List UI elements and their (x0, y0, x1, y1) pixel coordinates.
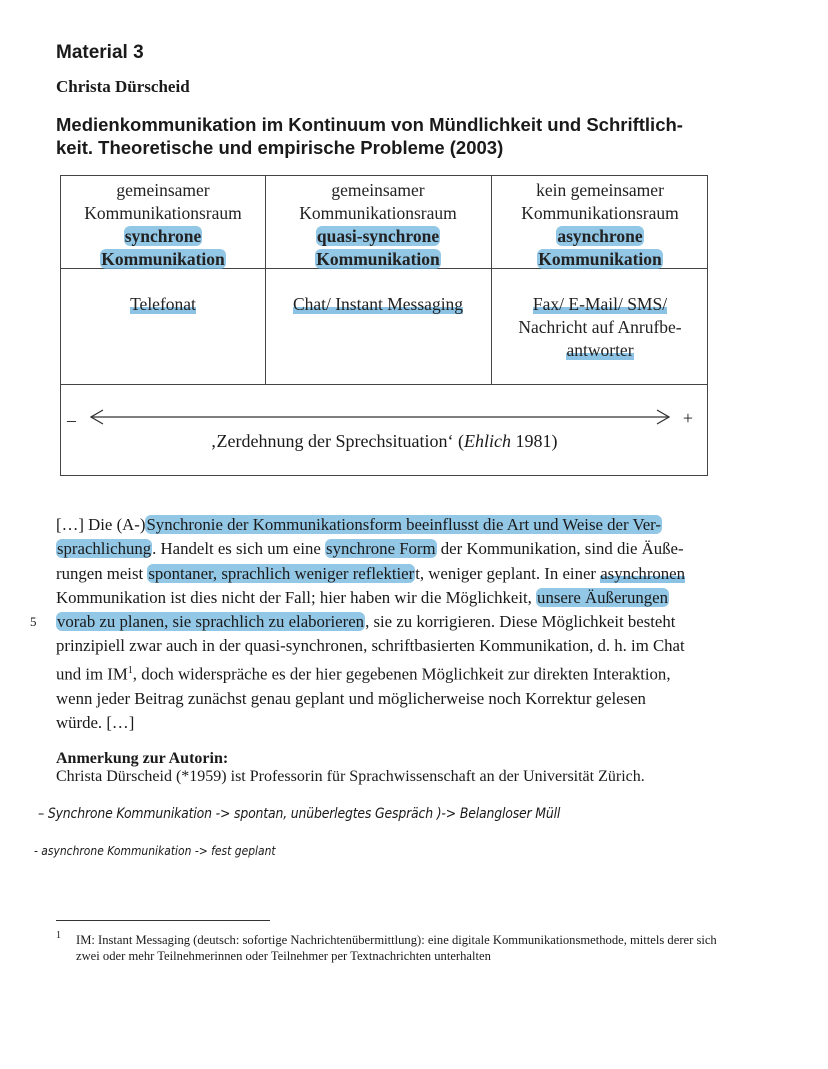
author-note-text: Christa Dürscheid (*1959) ist Professorin für Sprachwissenschaft an der Universität Zürich. (56, 768, 645, 785)
communication-type: quasi-synchrone (316, 226, 440, 246)
title-line-2: keit. Theoretische und empirische Probleme (2003) (56, 137, 504, 158)
example-cell-synchronous (61, 293, 265, 316)
header-cell-asynchronous (491, 179, 709, 271)
double-arrow-icon (87, 407, 673, 427)
example-text: Chat/ Instant Messaging (292, 294, 464, 314)
communication-label: Kommunikation (101, 249, 225, 269)
space-label: gemeinsamer (331, 180, 425, 200)
example-cell-asynchronous (491, 293, 709, 362)
space-label: kein gemeinsamer (536, 180, 664, 200)
body-line: wenn jeder Beitrag zunächst genau geplant und möglicherweise noch Korrektur gelesen (56, 688, 646, 708)
footnote-divider (56, 920, 270, 921)
highlight: Synchronie der Kommunikationsform beeinflusst die Art und Weise der Ver- (146, 515, 662, 534)
example-text: Fax/ E-Mail/ SMS/ (532, 294, 668, 314)
body-line: […] Die (A-)Synchronie der Kommunikationsform beeinflusst die Art und Weise der Ver- (56, 515, 662, 534)
body-line: prinzipiell zwar auch in der quasi-synchronen, schriftbasierten Kommunikation, d. h. im Chat (56, 636, 685, 656)
plus-label: + (682, 408, 693, 428)
highlight: vorab zu planen, sie sprachlich zu elaborieren (57, 612, 365, 632)
example-cell-quasi-synchronous (265, 293, 491, 316)
author-note-heading: Anmerkung zur Autorin: (56, 750, 229, 767)
body-line: sprachlichung. Handelt es sich um eine synchrone Form der Kommunikation, sind die Äuße- (57, 539, 684, 559)
space-label: gemeinsamer (116, 180, 210, 200)
footnote-mark: 1 (56, 930, 61, 941)
space-label: Kommunikationsraum (521, 203, 679, 223)
highlight: asynchronen (600, 563, 686, 583)
document-title (56, 113, 756, 159)
communication-label: Kommunikation (316, 249, 440, 269)
highlight: synchrone Form (326, 539, 436, 559)
body-line: Kommunikation ist dies nicht der Fall; hier haben wir die Möglichkeit, unsere Äußerungen (56, 587, 668, 607)
body-line: und im $IM^1$, doch widerspräche es der hier gegebenen Möglichkeit zur direkten Interaktion, (56, 664, 671, 684)
footnote-ref: 1 (127, 664, 133, 676)
example-text: antworter (566, 340, 634, 360)
author-name: Christa Dürscheid (56, 77, 190, 96)
continuum-caption: ‚Zerdehnung der Sprechsituation‘ (Ehlich 1981) (210, 431, 558, 451)
handwritten-note: – Synchrone Kommunikation -> spontan, unüberlegtes Gespräch )-> Belangloser Müll (38, 806, 561, 822)
header-cell-quasi-synchronous (265, 179, 491, 271)
communication-type: asynchrone (557, 226, 643, 246)
quote-body (56, 513, 728, 735)
title-line-1: Medienkommunikation im Kontinuum von Mündlichkeit und Schriftlich- (56, 114, 683, 135)
highlight: unsere Äußerungen (537, 587, 668, 607)
space-label: Kommunikationsraum (84, 203, 242, 223)
body-line: vorab zu planen, sie sprachlich zu elaborieren, sie zu korrigieren. Diese Möglichkeit besteht (57, 612, 676, 632)
example-text: Nachricht auf Anrufbe- (518, 317, 682, 337)
citation-author: Ehlich (463, 431, 511, 451)
line-number: 5 (30, 614, 37, 629)
example-text: Telefonat (130, 294, 196, 314)
material-label: Material 3 (56, 42, 144, 63)
highlight: sprachlichung (57, 539, 152, 559)
handwritten-note: - asynchrone Kommunikation -> fest geplant (34, 843, 276, 858)
highlight: spontaner, sprachlich weniger reflektier (148, 563, 415, 583)
row-divider (61, 384, 707, 385)
body-line: würde. […] (56, 712, 135, 732)
communication-type: synchrone (124, 226, 202, 246)
space-label: Kommunikationsraum (299, 203, 457, 223)
body-line: rungen meist spontaner, sprachlich weniger reflektiert, weniger geplant. In einer asynchronen (56, 563, 686, 583)
footnote-text: IM: Instant Messaging (deutsch: sofortige Nachrichtenübermittlung): eine digitale Kommunikationsmethode, mittels derer sich zwei oder mehr Teilnehmerinnen oder Teilnehmer per Textnachrichten unterhalten (76, 933, 717, 963)
header-cell-synchronous (61, 179, 265, 271)
communication-label: Kommunikation (538, 249, 662, 269)
communication-continuum-diagram (60, 175, 708, 476)
minus-label: – (67, 410, 76, 430)
